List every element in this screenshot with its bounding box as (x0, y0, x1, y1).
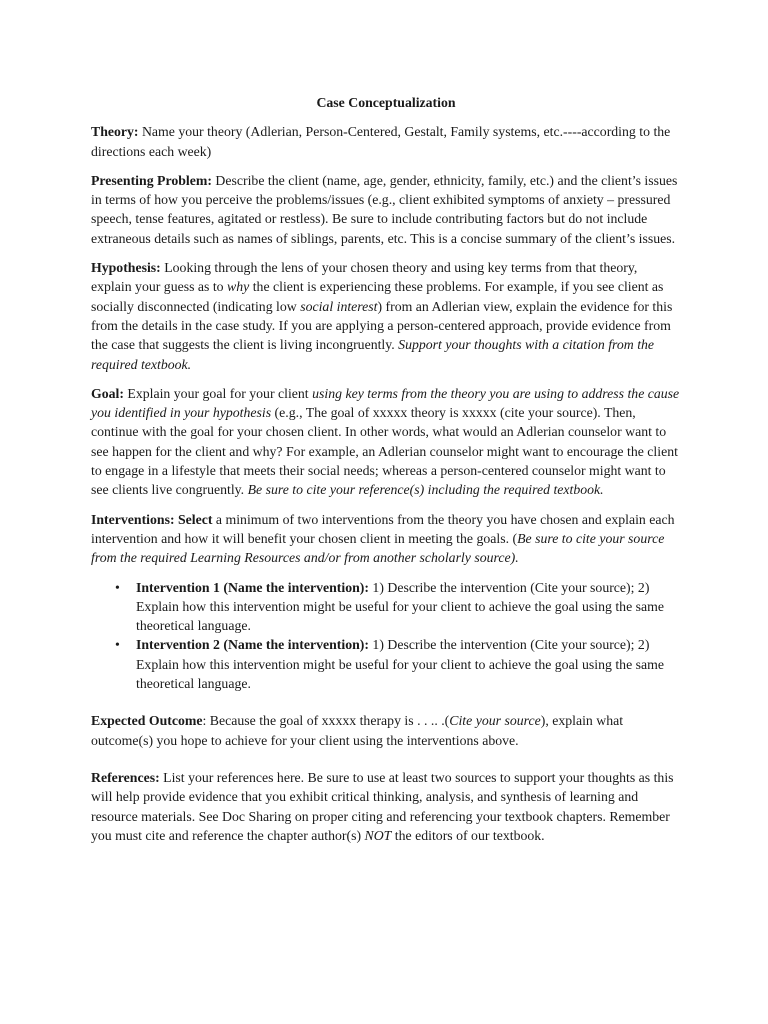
theory-paragraph (91, 122, 681, 161)
bullet-icon: • (115, 637, 120, 653)
hypothesis-paragraph (91, 258, 681, 374)
goal-label: Goal: (91, 385, 124, 401)
expected-outcome-emphasis-1: Cite your source (449, 713, 541, 729)
hypothesis-emphasis-1: why (227, 279, 250, 295)
theory-label: Theory: (91, 124, 139, 140)
interventions-emphasis-1: Be sure to cite your source from the required Learning Resources and/or from another scholarly source). (91, 530, 665, 566)
references-paragraph (91, 768, 681, 845)
presenting-problem-paragraph (91, 171, 681, 248)
hypothesis-emphasis-2: social interest (300, 298, 378, 314)
intervention-1-text: 1) Describe the intervention (Cite your source); 2) Explain how this intervention might be useful for your client to achieve the goal using the same theoretical language. (136, 579, 664, 634)
presenting-problem-label: Presenting Problem: (91, 172, 212, 188)
hypothesis-text-1: Looking through the lens of your chosen theory and using key terms from that theory, explain your guess as to (91, 260, 638, 295)
theory-text: Name your theory (Adlerian, Person-Centered, Gestalt, Family systems, etc.----according to the directions each week) (91, 124, 671, 159)
hypothesis-text-3: ) from an Adlerian view, explain the evidence for this from the details in the case study. If you are applying a person-centered approach, provide evidence from the case that suggests the client is living incongruently. (91, 298, 673, 353)
intervention-1-label: Intervention 1 (Name the intervention): (136, 579, 369, 595)
list-item (115, 635, 681, 693)
goal-emphasis-2: Be sure to cite your reference(s) including the required textbook. (247, 482, 604, 498)
document-page (91, 93, 681, 855)
goal-paragraph (91, 384, 681, 500)
interventions-label: Interventions: Select (91, 511, 213, 527)
interventions-list (91, 578, 681, 694)
bullet-icon: • (115, 579, 120, 595)
goal-text-2: (e.g., The goal of xxxxx theory is xxxxx (cite your source). Then, continue with the goal for your chosen client. In other words, what would an Adlerian counselor want to see happen for the client and why? For example, an Adlerian counselor might want to encourage the client to engage in a lifestyle that meets their social needs; whereas a person-centered counselor might want to see clients live congruently. (91, 405, 678, 498)
document-title: Case Conceptualization (316, 95, 456, 110)
intervention-2-text: 1) Describe the intervention (Cite your source); 2) Explain how this intervention might be useful for your client to achieve the goal using the same theoretical language. (136, 637, 664, 692)
presenting-problem-text: Describe the client (name, age, gender, ethnicity, family, etc.) and the client’s issues in terms of how you perceive the problems/issues (e.g., client exhibited symptoms of anxiety – pressured speech, tense features, agitated or restless). Be sure to include contributing factors but do not include extraneous details such as names of siblings, parents, etc. This is a concise summary of the client’s issues. (91, 172, 678, 246)
interventions-text-1: a minimum of two interventions from the theory you have chosen and explain each intervention and how it will benefit your chosen client in meeting the goals. ( (91, 511, 675, 546)
references-text-1: List your references here. Be sure to use at least two sources to support your thoughts as this will help provide evidence that you exhibit critical thinking, analysis, and synthesis of learning and resource materials. See Doc Sharing on proper citing and referencing your textbook chapters. Remember you must cite and reference the chapter author(s) (91, 769, 674, 843)
intervention-2-label: Intervention 2 (Name the intervention): (136, 637, 369, 653)
expected-outcome-label: Expected Outcome (91, 713, 203, 729)
list-item (115, 578, 681, 636)
goal-text-1: Explain your goal for your client (123, 385, 313, 401)
references-label: References: (91, 769, 160, 785)
expected-outcome-text-2: ), explain what outcome(s) you hope to achieve for your client using the interventions above. (91, 713, 624, 748)
references-emphasis-1: NOT (364, 827, 392, 843)
expected-outcome-paragraph (91, 711, 681, 750)
expected-outcome-text-1: : Because the goal of xxxxx therapy is . . .. .( (202, 713, 450, 729)
hypothesis-label: Hypothesis: (91, 260, 161, 276)
interventions-paragraph (91, 510, 681, 568)
hypothesis-text-2: the client is experiencing these problems. For example, if you see client as socially disconnected (indicating low (91, 279, 664, 314)
goal-emphasis-1: using key terms from the theory you are using to address the cause you identified in your hypothesis (91, 385, 680, 421)
hypothesis-emphasis-3: Support your thoughts with a citation from the required textbook. (91, 337, 655, 372)
references-text-2: the editors of our textbook. (391, 827, 545, 843)
